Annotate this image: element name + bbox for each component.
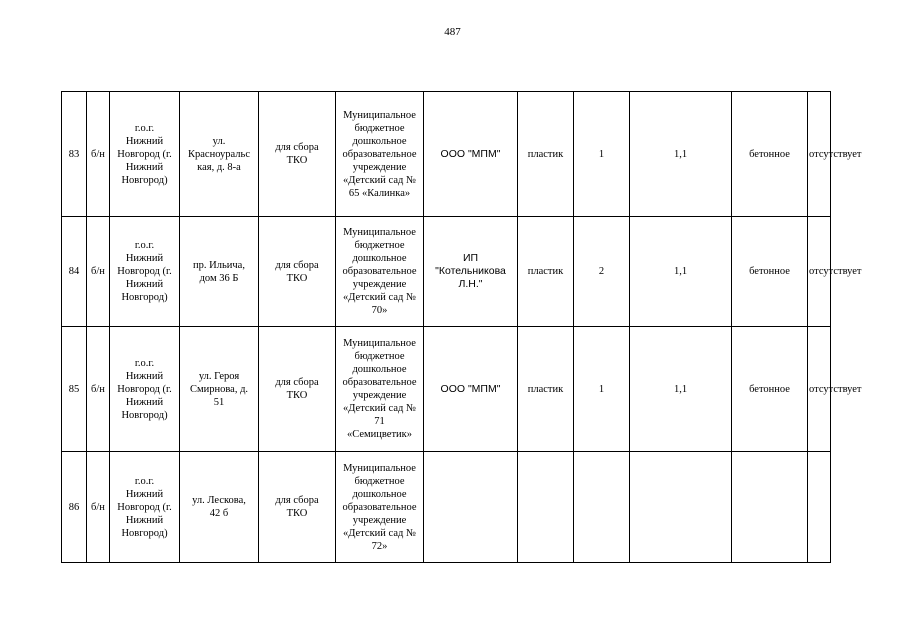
cell-purpose-line: ТКО: [286, 272, 308, 284]
cell-container-volume: [630, 217, 732, 327]
cell-container-count: [574, 327, 630, 452]
table-row: [62, 327, 831, 452]
cell-address-line: ул. Лескова,: [192, 495, 246, 506]
cell-container-volume-text: 1,1: [673, 266, 688, 277]
cell-organization-line: Муниципальное: [343, 338, 416, 349]
table-body: [62, 92, 862, 563]
cell-surface-type-text: бетонное: [749, 148, 790, 160]
cell-district-line: Новгород (г.: [117, 383, 172, 395]
cell-surface-type: [732, 92, 808, 217]
cell-purpose-line: для сбора: [275, 142, 319, 153]
table-row: [62, 217, 831, 327]
cell-purpose-line: ТКО: [286, 155, 308, 166]
cell-container-volume-text: 1,1: [673, 148, 688, 160]
cell-district-line: Нижний: [125, 514, 164, 526]
cell-container-volume: [630, 452, 732, 563]
cell-number-text: 83: [68, 148, 80, 160]
cell-operator-line: "Котельникова: [435, 265, 506, 277]
cell-registry-mark: [87, 452, 110, 563]
cell-organization-line: учреждение: [352, 514, 407, 526]
cell-purpose: [259, 217, 336, 327]
cell-address: [180, 327, 259, 452]
cell-organization: [336, 92, 424, 217]
cell-container-material: [518, 217, 574, 327]
cell-district: [110, 92, 180, 217]
cell-operator: [424, 92, 518, 217]
cell-registry-mark: [87, 92, 110, 217]
table-row: [62, 452, 831, 563]
cell-district-line: Новгород (г.: [117, 501, 172, 513]
cell-fence-text: отсутствует: [809, 266, 862, 277]
cell-container-material-text: пластик: [527, 266, 564, 277]
cell-address-line: Смирнова, д.: [189, 383, 249, 395]
cell-purpose: [259, 92, 336, 217]
cell-address-line: кая, д. 8-а: [197, 161, 241, 173]
cell-number-text: 85: [68, 383, 80, 395]
cell-organization-line: учреждение: [352, 279, 407, 290]
page-number: 487: [444, 26, 461, 38]
cell-registry-mark-text: б/н: [91, 383, 105, 395]
cell-address-line: 51: [213, 396, 225, 408]
cell-organization-line: учреждение: [352, 161, 407, 173]
cell-number-text: 86: [68, 501, 80, 513]
cell-purpose: [259, 452, 336, 563]
cell-registry-mark: [87, 327, 110, 452]
cell-district-line: Нижний: [125, 161, 164, 173]
cell-address-line: пр. Ильича,: [193, 259, 245, 271]
cell-district-line: Новгород): [121, 174, 168, 186]
cell-container-count: [574, 452, 630, 563]
cell-organization-line: дошкольное: [352, 135, 407, 147]
cell-organization-line: 72»: [371, 540, 388, 552]
cell-organization-line: 70»: [371, 305, 388, 316]
cell-organization-line: «Детский сад №: [343, 292, 416, 303]
cell-operator-line: ООО "МПМ": [440, 147, 501, 160]
cell-organization-line: Муниципальное: [343, 109, 416, 121]
cell-organization-line: дошкольное: [352, 488, 407, 500]
cell-organization-line: образовательное: [342, 266, 417, 277]
cell-organization-line: учреждение: [352, 390, 407, 401]
cell-district: [110, 327, 180, 452]
cell-surface-type: [732, 217, 808, 327]
cell-purpose-line: для сбора: [275, 495, 319, 506]
cell-container-material: [518, 92, 574, 217]
cell-organization: [336, 327, 424, 452]
cell-address-line: дом 36 Б: [199, 272, 239, 284]
cell-district-line: Новгород): [121, 292, 168, 303]
cell-registry-mark-text: б/н: [91, 501, 105, 513]
cell-purpose-line: для сбора: [275, 259, 319, 271]
cell-district-line: г.о.г.: [134, 475, 155, 487]
cell-container-material: [518, 452, 574, 563]
cell-number: [62, 327, 87, 452]
cell-district-line: Новгород (г.: [117, 266, 172, 277]
cell-address-line: 42 б: [209, 508, 229, 519]
cell-organization-line: образовательное: [342, 501, 417, 513]
cell-container-material: [518, 327, 574, 452]
cell-fence-text: отсутствует: [809, 148, 862, 160]
cell-operator-line: Л.Н.": [458, 278, 483, 290]
cell-container-volume: [630, 327, 732, 452]
cell-fence-text: отсутствует: [809, 383, 862, 395]
cell-organization-line: образовательное: [342, 148, 417, 160]
cell-purpose: [259, 327, 336, 452]
cell-purpose-line: для сбора: [275, 377, 319, 388]
cell-district-line: Новгород): [121, 527, 168, 539]
cell-container-count-text: 1: [598, 148, 605, 160]
cell-purpose-line: ТКО: [286, 508, 308, 519]
cell-organization-line: 65 «Калинка»: [348, 187, 411, 199]
cell-number-text: 84: [68, 266, 80, 277]
cell-surface-type-text: бетонное: [749, 266, 790, 277]
cell-district-line: Новгород): [121, 409, 168, 421]
cell-surface-type: [732, 452, 808, 563]
cell-district: [110, 452, 180, 563]
cell-container-material-text: пластик: [527, 383, 564, 395]
cell-organization-line: бюджетное: [354, 240, 405, 251]
cell-organization-line: бюджетное: [354, 351, 405, 362]
cell-number: [62, 452, 87, 563]
cell-operator-line: ООО "МПМ": [440, 382, 501, 395]
registry-table: [61, 91, 862, 563]
cell-district-line: Нижний: [125, 279, 164, 290]
cell-container-material-text: пластик: [527, 148, 564, 160]
cell-registry-mark: [87, 217, 110, 327]
cell-registry-mark-text: б/н: [91, 266, 105, 277]
cell-operator: [424, 327, 518, 452]
cell-fence: [808, 327, 862, 452]
table-row: [62, 92, 831, 217]
cell-surface-type-text: бетонное: [749, 383, 790, 395]
cell-address: [180, 92, 259, 217]
cell-fence: [808, 452, 831, 563]
cell-district-line: Нижний: [125, 135, 164, 147]
cell-district-line: Нижний: [125, 396, 164, 408]
cell-district-line: Нижний: [125, 370, 164, 382]
cell-operator-line: ИП: [462, 252, 479, 264]
cell-organization-line: «Семицветик»: [346, 429, 413, 440]
cell-district-line: Нижний: [125, 488, 164, 500]
cell-container-count-text: 2: [598, 266, 605, 277]
cell-organization-line: 71: [374, 416, 385, 427]
cell-fence: [808, 92, 862, 217]
cell-organization-line: «Детский сад №: [343, 174, 416, 186]
cell-organization-line: Муниципальное: [343, 227, 416, 238]
cell-number: [62, 92, 87, 217]
cell-address: [180, 217, 259, 327]
cell-organization-line: Муниципальное: [343, 462, 416, 474]
cell-organization-line: «Детский сад №: [343, 403, 416, 414]
cell-number: [62, 217, 87, 327]
cell-organization-line: дошкольное: [352, 364, 407, 375]
cell-surface-type: [732, 327, 808, 452]
cell-container-count: [574, 92, 630, 217]
cell-organization-line: дошкольное: [352, 253, 407, 264]
cell-operator: [424, 217, 518, 327]
cell-district-line: Нижний: [125, 253, 164, 264]
cell-district-line: г.о.г.: [134, 357, 155, 369]
cell-container-count: [574, 217, 630, 327]
cell-organization-line: бюджетное: [354, 122, 405, 134]
cell-organization: [336, 452, 424, 563]
cell-address-line: ул.: [212, 135, 226, 147]
cell-registry-mark-text: б/н: [91, 148, 105, 160]
cell-operator: [424, 452, 518, 563]
cell-organization-line: образовательное: [342, 377, 417, 388]
cell-address-line: ул. Героя: [198, 370, 240, 382]
cell-container-volume: [630, 92, 732, 217]
cell-organization-line: бюджетное: [354, 475, 405, 487]
cell-container-volume-text: 1,1: [673, 383, 688, 395]
cell-district-line: Новгород (г.: [117, 148, 172, 160]
cell-container-count-text: 1: [598, 383, 605, 395]
cell-organization: [336, 217, 424, 327]
cell-fence: [808, 217, 862, 327]
cell-organization-line: «Детский сад №: [343, 527, 416, 539]
cell-district-line: г.о.г.: [134, 122, 155, 134]
cell-address-line: Красноуральс: [188, 148, 250, 160]
cell-address: [180, 452, 259, 563]
cell-district: [110, 217, 180, 327]
cell-purpose-line: ТКО: [286, 390, 308, 401]
cell-district-line: г.о.г.: [134, 240, 155, 251]
